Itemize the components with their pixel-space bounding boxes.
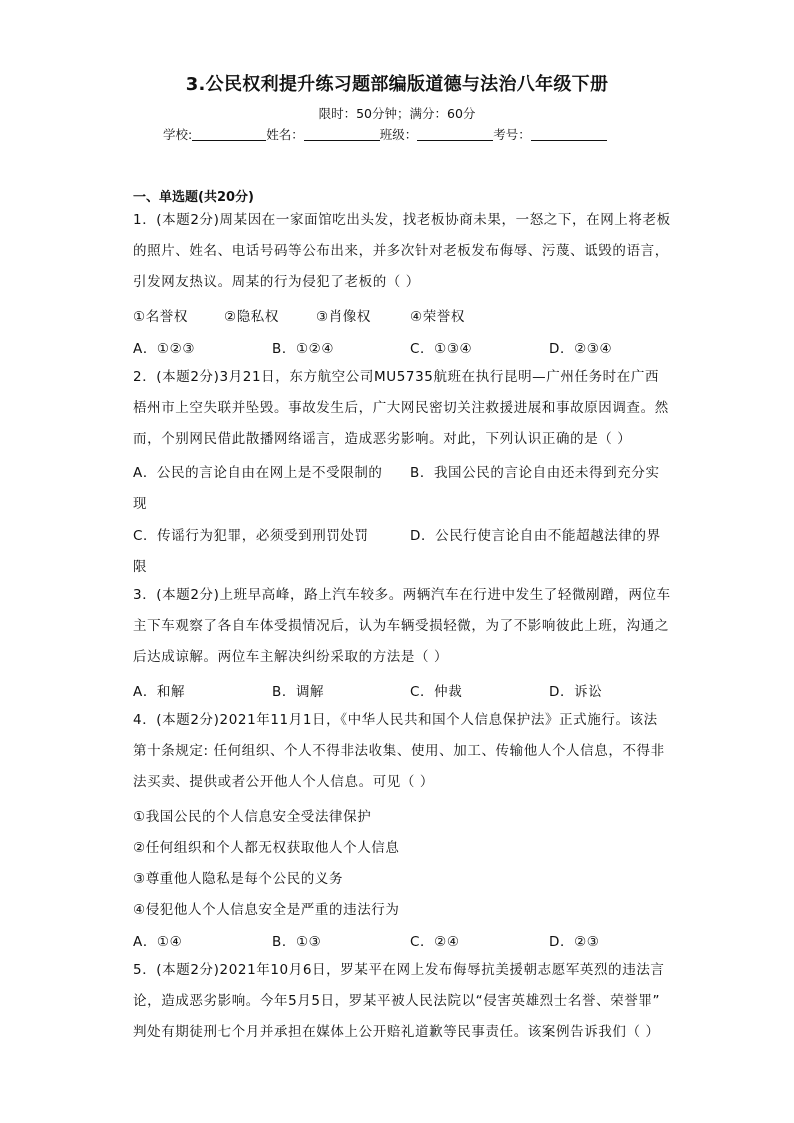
q5-line-1: 5．(本题2分)2021年10月6日，罗某平在网上发布侮辱抗美援朝志愿军英烈的违法言 bbox=[133, 962, 665, 978]
time-score-info: 限时：50分钟；满分：60分 bbox=[318, 106, 476, 121]
q2-option-c[interactable]: C．传谣行为犯罪，必须受到刑罚处罚 bbox=[133, 528, 369, 544]
q2-line-1: 2．(本题2分)3月21日，东方航空公司MU5735航班在执行昆明—广州任务时在广西 bbox=[133, 369, 660, 385]
q1-item-3: ③肖像权 bbox=[316, 309, 372, 325]
name-label: 姓名： bbox=[266, 127, 304, 142]
q4-item-1: ①我国公民的个人信息安全受法律保护 bbox=[133, 809, 372, 825]
q2-option-a[interactable]: A．公民的言论自由在网上是不受限制的 bbox=[133, 465, 383, 481]
school-label: 学校: bbox=[163, 127, 193, 142]
q1-line-1: 1．(本题2分)周某因在一家面馆吃出头发，找老板协商未果，一怒之下，在网上将老板 bbox=[133, 212, 671, 228]
school-blank[interactable] bbox=[192, 127, 266, 141]
q1-line-2: 的照片、姓名、电话号码等公布出来，并多次针对老板发布侮辱、污蔑、诋毁的语言， bbox=[133, 243, 669, 259]
class-label: 班级： bbox=[379, 127, 418, 142]
q3-option-a[interactable]: A．和解 bbox=[133, 684, 186, 700]
q3-line-3: 后达成谅解。两位车主解决纠纷采取的方法是（ ） bbox=[133, 649, 449, 665]
q4-item-2: ②任何组织和个人都无权获取他人个人信息 bbox=[133, 840, 400, 856]
q2-option-d-cont: 限 bbox=[133, 559, 148, 575]
q2-option-b-cont: 现 bbox=[133, 496, 148, 512]
q4-line-3: 法买卖、提供或者公开他人个人信息。可见（ ） bbox=[133, 774, 434, 790]
q4-item-3: ③尊重他人隐私是每个公民的义务 bbox=[133, 871, 344, 887]
q4-item-4: ④侵犯他人个人信息安全是严重的违法行为 bbox=[133, 902, 400, 918]
section-heading: 一、单选题(共20分) bbox=[133, 190, 254, 205]
q2-line-2: 梧州市上空失联并坠毁。事故发生后，广大网民密切关注救援进展和事故原因调查。然 bbox=[133, 400, 669, 416]
q1-item-4: ④荣誉权 bbox=[410, 309, 466, 325]
q1-option-b[interactable]: B．①②④ bbox=[272, 341, 335, 357]
q3-line-2: 主下车观察了各自车体受损情况后，认为车辆受损轻微，为了不影响彼此上班，沟通之 bbox=[133, 618, 669, 634]
q1-item-1: ①名誉权 bbox=[133, 309, 189, 325]
student-info-fields bbox=[163, 125, 663, 143]
q1-item-2: ②隐私权 bbox=[224, 309, 280, 325]
exam-number-label: 考号： bbox=[493, 127, 531, 142]
q3-option-d[interactable]: D．诉讼 bbox=[549, 684, 603, 700]
q1-option-d[interactable]: D．②③④ bbox=[549, 341, 613, 357]
q2-line-3: 而，个别网民借此散播网络谣言，造成恶劣影响。对此，下列认识正确的是（ ） bbox=[133, 431, 632, 447]
class-blank[interactable] bbox=[417, 127, 493, 141]
q5-line-3: 判处有期徒刑七个月并承担在媒体上公开赔礼道歉等民事责任。该案例告诉我们（ ） bbox=[133, 1024, 660, 1040]
q3-line-1: 3．(本题2分)上班早高峰，路上汽车较多。两辆汽车在行进中发生了轻微剐蹭，两位车 bbox=[133, 587, 671, 603]
name-blank[interactable] bbox=[304, 127, 380, 141]
q3-option-c[interactable]: C．仲裁 bbox=[410, 684, 463, 700]
q5-line-2: 论，造成恶劣影响。今年5月5日，罗某平被人民法院以“侵害英雄烈士名誉、荣誉罪” bbox=[133, 993, 661, 1009]
q4-line-1: 4．(本题2分)2021年11月1日，《中华人民共和国个人信息保护法》正式施行。该法 bbox=[133, 712, 658, 728]
q2-option-b[interactable]: B．我国公民的言论自由还未得到充分实 bbox=[410, 465, 660, 481]
exam-number-blank[interactable] bbox=[531, 127, 607, 141]
q4-option-b[interactable]: B．①③ bbox=[272, 934, 322, 950]
q3-option-b[interactable]: B．调解 bbox=[272, 684, 325, 700]
q4-option-c[interactable]: C．②④ bbox=[410, 934, 460, 950]
q1-line-3: 引发网友热议。周某的行为侵犯了老板的（ ） bbox=[133, 274, 420, 290]
q2-option-d[interactable]: D．公民行使言论自由不能超越法律的界 bbox=[410, 528, 661, 544]
q4-line-2: 第十条规定: 任何组织、个人不得非法收集、使用、加工、传输他人个人信息，不得非 bbox=[133, 743, 665, 759]
q4-option-d[interactable]: D．②③ bbox=[549, 934, 600, 950]
q1-option-a[interactable]: A．①②③ bbox=[133, 341, 196, 357]
page-title: 3.公民权利提升练习题部编版道德与法治八年级下册 bbox=[185, 74, 609, 95]
q4-option-a[interactable]: A．①④ bbox=[133, 934, 183, 950]
q1-option-c[interactable]: C．①③④ bbox=[410, 341, 473, 357]
